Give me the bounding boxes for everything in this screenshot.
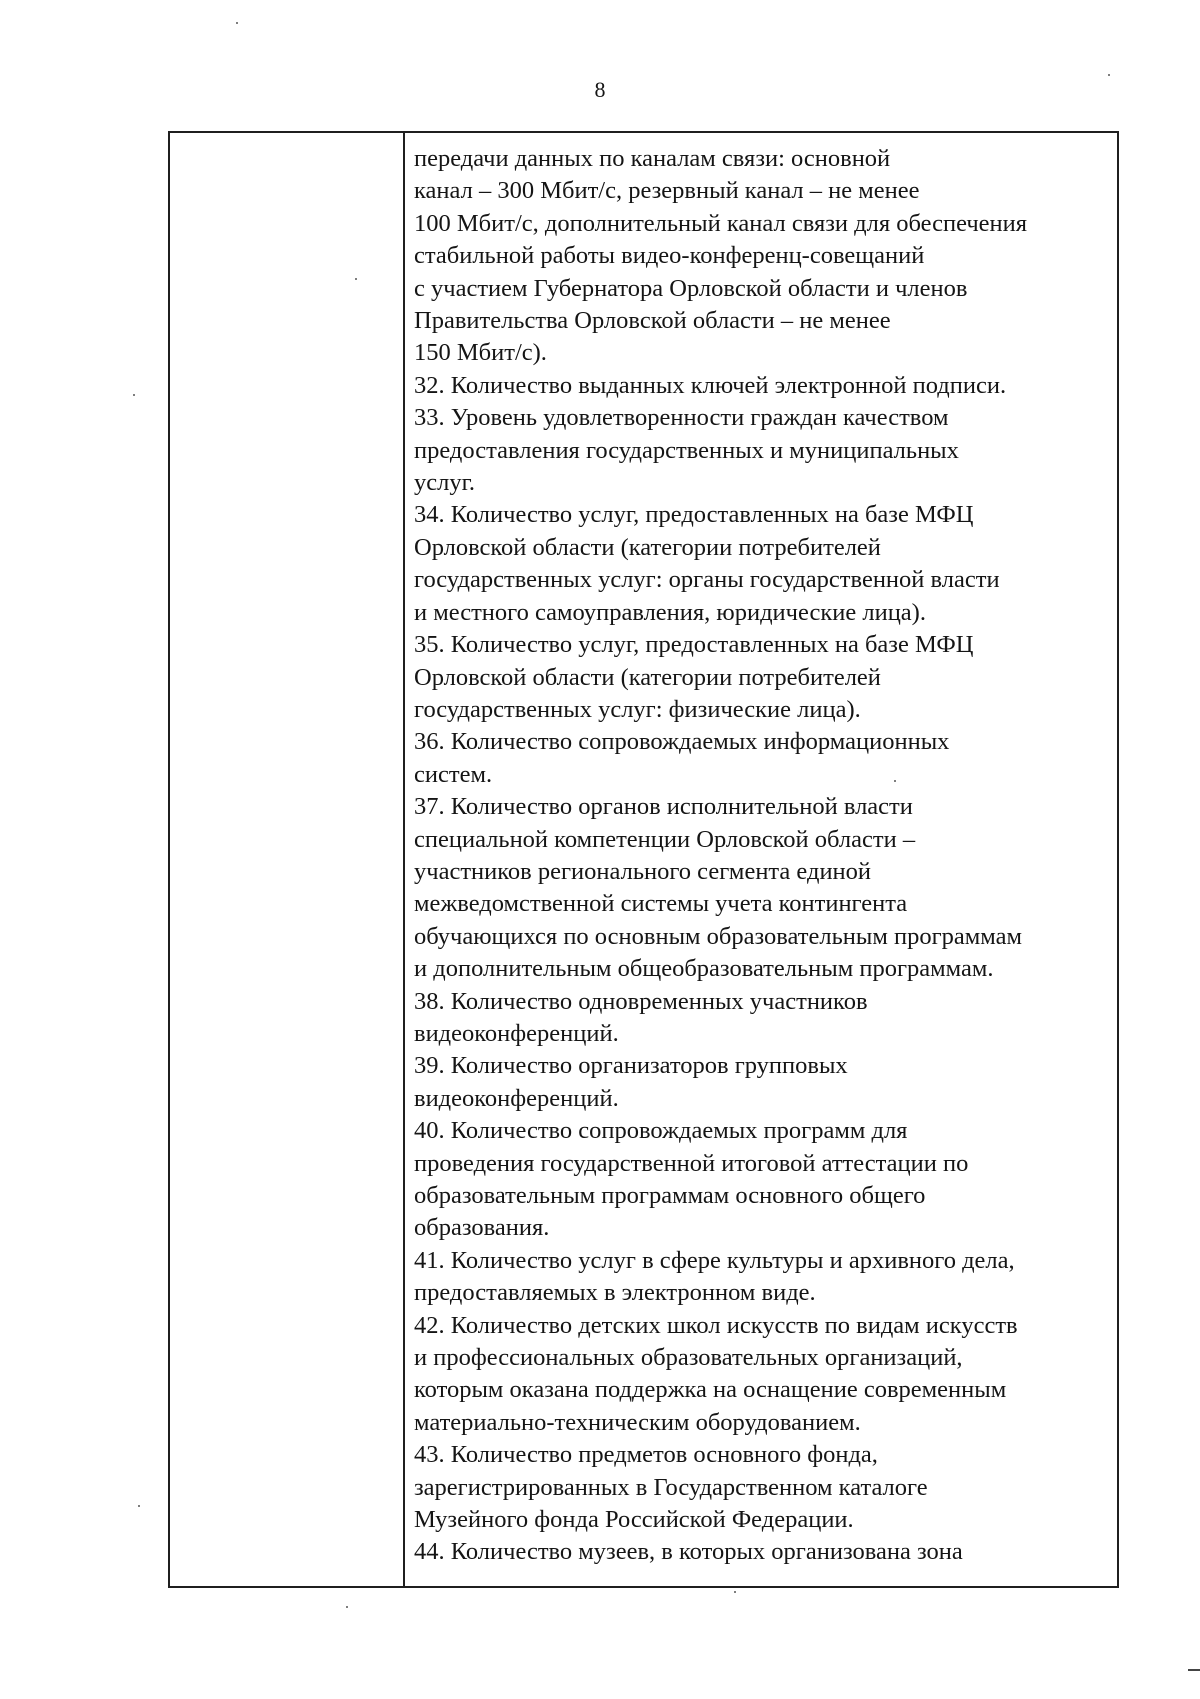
scan-speck — [734, 1591, 736, 1593]
text-line: 33. Уровень удовлетворенности граждан качеством — [414, 404, 949, 432]
text-line: государственных услуг: органы государственной власти — [414, 566, 1000, 594]
text-line: видеоконференций. — [414, 1084, 619, 1112]
scan-speck — [894, 780, 896, 782]
scan-speck — [138, 1505, 140, 1507]
document-table — [168, 131, 1119, 1588]
text-line: 43. Количество предметов основного фонда, — [414, 1441, 878, 1469]
table-left-cell — [170, 133, 405, 1586]
scan-speck — [133, 394, 135, 396]
text-line: систем. — [414, 760, 493, 788]
text-line: 36. Количество сопровождаемых информационных — [414, 728, 950, 756]
text-line: Правительства Орловской области – не менее — [414, 307, 891, 335]
text-line: Орловской области (категории потребителей — [414, 533, 881, 561]
text-line: зарегистрированных в Государственном каталоге — [414, 1473, 928, 1501]
text-line: и дополнительным общеобразовательным программам. — [414, 955, 994, 983]
text-line: межведомственной системы учета контингента — [414, 890, 908, 918]
text-line: проведения государственной итоговой аттестации по — [414, 1149, 969, 1177]
text-line: передачи данных по каналам связи: основной — [414, 145, 891, 172]
text-line: услуг. — [414, 469, 476, 497]
text-line: 44. Количество музеев, в которых организована зона — [414, 1538, 963, 1566]
text-line: канал – 300 Мбит/с, резервный канал – не менее — [414, 177, 920, 205]
text-line: и профессиональных образовательных организаций, — [414, 1344, 963, 1372]
text-line: материально-техническим оборудованием. — [414, 1408, 861, 1436]
text-line: 39. Количество организаторов групповых — [414, 1052, 848, 1080]
scan-speck — [346, 1606, 348, 1608]
text-line: 41. Количество услуг в сфере культуры и архивного дела, — [414, 1246, 1015, 1274]
text-line: предоставления государственных и муниципальных — [414, 436, 959, 464]
text-line: стабильной работы видео-конференц-совещаний — [414, 242, 925, 270]
text-line: Орловской области (категории потребителей — [414, 663, 881, 691]
text-line: образовательным программам основного общего — [414, 1182, 926, 1209]
text-line: государственных услуг: физические лица). — [414, 695, 861, 723]
text-line: 150 Мбит/с). — [414, 339, 547, 367]
text-line: 34. Количество услуг, предоставленных на базе МФЦ — [414, 501, 974, 529]
text-line: предоставляемых в электронном виде. — [414, 1279, 816, 1307]
text-line: которым оказана поддержка на оснащение современным — [414, 1376, 1007, 1404]
text-line: 32. Количество выданных ключей электронной подписи. — [414, 371, 1007, 399]
text-line: обучающихся по основным образовательным программам — [414, 922, 1022, 950]
text-line: 40. Количество сопровождаемых программ для — [414, 1117, 908, 1145]
text-line: участников регионального сегмента единой — [414, 857, 872, 885]
text-line: 38. Количество одновременных участников — [414, 987, 868, 1015]
scan-speck — [355, 278, 357, 280]
text-line: видеоконференций. — [414, 1019, 619, 1047]
table-right-cell — [405, 133, 1117, 1586]
text-line: образования. — [414, 1214, 550, 1242]
page-number: 8 — [594, 77, 606, 102]
text-line: Музейного фонда Российской Федерации. — [414, 1506, 854, 1534]
scan-edge-mark — [1188, 1669, 1200, 1671]
scan-speck — [1108, 74, 1110, 76]
text-line: 37. Количество органов исполнительной власти — [414, 793, 913, 821]
text-line: 100 Мбит/с, дополнительный канал связи для обеспечения — [414, 209, 1028, 237]
text-line: 35. Количество услуг, предоставленных на базе МФЦ — [414, 631, 974, 659]
text-line: и местного самоуправления, юридические лица). — [414, 598, 926, 626]
text-line: 42. Количество детских школ искусств по видам искусств — [414, 1311, 1018, 1339]
text-line: с участием Губернатора Орловской области и членов — [414, 274, 968, 302]
text-line: специальной компетенции Орловской области – — [414, 825, 916, 853]
scan-speck — [236, 22, 238, 24]
